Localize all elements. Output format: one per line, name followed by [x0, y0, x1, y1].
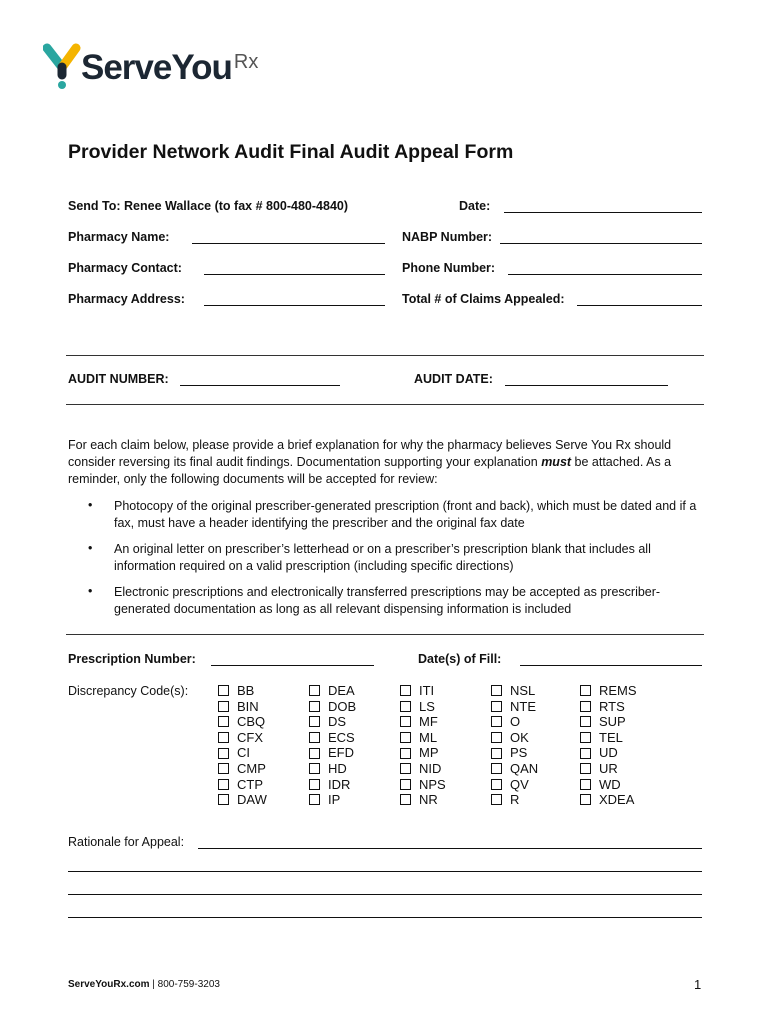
code-label: RTS	[599, 698, 625, 714]
code-option[interactable]	[491, 761, 538, 777]
checkbox[interactable]	[309, 716, 320, 727]
pharmacy-address-field[interactable]	[204, 305, 385, 306]
checkbox[interactable]	[309, 763, 320, 774]
code-option[interactable]	[309, 761, 356, 777]
code-label: DEA	[328, 683, 355, 698]
code-label: REMS	[599, 683, 637, 698]
checkbox[interactable]	[309, 732, 320, 743]
logo-mark-icon	[43, 42, 83, 90]
code-label: SUP	[599, 714, 626, 730]
checkbox[interactable]	[400, 794, 411, 805]
code-label: MF	[419, 714, 438, 730]
audit-date-field[interactable]	[505, 385, 668, 386]
dates-of-fill-label: Date(s) of Fill:	[418, 652, 502, 666]
phone-field[interactable]	[508, 274, 702, 275]
code-option[interactable]	[309, 714, 356, 730]
code-label: QV	[510, 776, 529, 792]
code-option[interactable]	[218, 683, 267, 699]
code-option[interactable]	[580, 761, 637, 777]
checkbox[interactable]	[218, 794, 229, 805]
code-option[interactable]	[218, 745, 267, 761]
checkbox[interactable]	[309, 779, 320, 790]
checkbox[interactable]	[491, 779, 502, 790]
code-label: IP	[328, 792, 341, 808]
divider	[66, 404, 704, 405]
code-option[interactable]	[400, 699, 446, 715]
code-option[interactable]	[218, 761, 267, 777]
checkbox[interactable]	[580, 748, 591, 759]
code-label: NSL	[510, 683, 536, 698]
instructions-text-cont: be attached. As a reminder, only the following documents will be accepted for review:	[68, 455, 672, 486]
code-option[interactable]	[400, 792, 446, 808]
rationale-field[interactable]	[198, 848, 702, 849]
checkbox[interactable]	[218, 763, 229, 774]
checkbox[interactable]	[580, 763, 591, 774]
code-option[interactable]	[400, 714, 446, 730]
code-option[interactable]	[309, 699, 356, 715]
checkbox[interactable]	[218, 748, 229, 759]
code-option[interactable]	[580, 699, 637, 715]
code-option[interactable]	[580, 683, 637, 699]
code-option[interactable]	[580, 714, 637, 730]
checkbox[interactable]	[491, 716, 502, 727]
footer-phone: 800-759-3203	[157, 979, 220, 990]
code-label: ECS	[328, 729, 355, 745]
checkbox[interactable]	[580, 685, 591, 696]
code-label: MP	[419, 745, 439, 761]
send-to-fax: (to fax # 800-480-4840)	[214, 199, 349, 213]
checkbox[interactable]	[309, 794, 320, 805]
date-label: Date:	[459, 199, 491, 213]
code-label: R	[510, 792, 520, 808]
prescription-number-label: Prescription Number:	[68, 652, 196, 666]
code-option[interactable]	[400, 761, 446, 777]
code-label: CFX	[237, 729, 263, 745]
footer-separator: |	[149, 979, 158, 990]
checkbox[interactable]	[400, 685, 411, 696]
code-label: DS	[328, 714, 347, 730]
bullet-icon: •	[88, 541, 93, 555]
checkbox[interactable]	[400, 716, 411, 727]
checkbox[interactable]	[400, 779, 411, 790]
code-option[interactable]	[580, 745, 637, 761]
code-option[interactable]	[491, 745, 538, 761]
audit-number-label: AUDIT NUMBER:	[68, 372, 169, 386]
page-number: 1	[694, 977, 702, 992]
total-claims-field[interactable]	[577, 305, 702, 306]
footer	[68, 979, 220, 990]
code-option[interactable]	[218, 699, 267, 715]
checkbox[interactable]	[218, 779, 229, 790]
checkbox[interactable]	[491, 763, 502, 774]
logo-wordmark	[81, 48, 258, 88]
send-to-label: Send To:	[68, 199, 121, 213]
bullet-item: Electronic prescriptions and electronically transferred prescriptions may be accepted as prescriber-generated documentation as long as all relevant dispensing information is included	[114, 585, 661, 616]
company-logo	[43, 42, 303, 92]
code-option[interactable]	[400, 730, 446, 746]
nabp-label: NABP Number:	[402, 230, 493, 244]
code-label: EFD	[328, 745, 354, 761]
checkbox[interactable]	[491, 732, 502, 743]
checkbox[interactable]	[491, 794, 502, 805]
code-option[interactable]	[218, 714, 267, 730]
code-column	[400, 683, 446, 808]
checkbox[interactable]	[400, 748, 411, 759]
code-label: NTE	[510, 698, 536, 714]
code-column	[309, 683, 356, 808]
discrepancy-label: Discrepancy Code(s):	[68, 684, 189, 698]
code-label: BIN	[237, 698, 259, 714]
bullet-item: Photocopy of the original prescriber-generated prescription (front and back), which must be dated and if a fax, must have a header identifying the prescriber and the original fax date	[114, 499, 697, 530]
code-label: NR	[419, 792, 438, 808]
total-claims-label: Total # of Claims Appealed:	[402, 292, 565, 306]
pharmacy-name-label: Pharmacy Name:	[68, 230, 170, 244]
phone-label: Phone Number:	[402, 261, 496, 275]
checkbox[interactable]	[218, 716, 229, 727]
rationale-field[interactable]	[68, 894, 702, 895]
audit-number-field[interactable]	[180, 385, 340, 386]
instructions-paragraph	[68, 437, 708, 488]
code-option[interactable]	[309, 777, 356, 793]
bullet-icon: •	[88, 498, 93, 512]
pharmacy-name-field[interactable]	[192, 243, 385, 244]
code-label: WD	[599, 776, 621, 792]
pharmacy-contact-label: Pharmacy Contact:	[68, 261, 182, 275]
code-label: O	[510, 714, 521, 730]
checkbox[interactable]	[491, 685, 502, 696]
code-option[interactable]	[218, 792, 267, 808]
checkbox[interactable]	[580, 779, 591, 790]
logo-suffix: Rx	[233, 51, 259, 73]
nabp-field[interactable]	[500, 243, 702, 244]
send-to-name: Renee Wallace	[124, 199, 212, 213]
rationale-field[interactable]	[68, 871, 702, 872]
code-option[interactable]	[491, 792, 538, 808]
code-option[interactable]	[580, 792, 637, 808]
checkbox[interactable]	[309, 701, 320, 712]
bullet-icon: •	[88, 584, 93, 598]
checkbox[interactable]	[400, 701, 411, 712]
instructions-text: For each claim below, please provide a brief explanation for why the pharmacy believes Serve You Rx should consider reversing its final audit findings. Documentation supporting your explanation	[68, 438, 672, 469]
code-label: UR	[599, 760, 618, 776]
rationale-label: Rationale for Appeal:	[68, 835, 185, 849]
code-label: NPS	[419, 776, 446, 792]
emphasis-must: must	[541, 455, 572, 469]
footer-site-link[interactable]: ServeYouRx.com	[68, 979, 150, 990]
code-option[interactable]	[580, 730, 637, 746]
code-label: NID	[419, 760, 442, 776]
code-option[interactable]	[491, 699, 538, 715]
code-label: ITI	[419, 683, 435, 698]
checkbox[interactable]	[218, 685, 229, 696]
dates-of-fill-field[interactable]	[520, 665, 702, 666]
code-column	[218, 683, 267, 808]
code-label: LS	[419, 698, 435, 714]
code-option[interactable]	[218, 777, 267, 793]
pharmacy-contact-field[interactable]	[204, 274, 385, 275]
code-label: IDR	[328, 776, 351, 792]
code-option[interactable]	[309, 792, 356, 808]
code-option[interactable]	[491, 730, 538, 746]
page-title: Provider Network Audit Final Audit Appeal Form	[68, 141, 514, 163]
pharmacy-address-label: Pharmacy Address:	[68, 292, 185, 306]
divider	[66, 355, 704, 356]
code-label: CBQ	[237, 714, 266, 730]
checkbox[interactable]	[580, 794, 591, 805]
code-option[interactable]	[400, 777, 446, 793]
code-label: UD	[599, 745, 618, 761]
code-label: OK	[510, 729, 529, 745]
date-field[interactable]	[504, 212, 702, 213]
code-option[interactable]	[218, 730, 267, 746]
code-option[interactable]	[491, 714, 538, 730]
send-to-line	[68, 199, 348, 213]
checkbox[interactable]	[491, 701, 502, 712]
checkbox[interactable]	[309, 748, 320, 759]
audit-date-label: AUDIT DATE:	[414, 372, 493, 386]
code-label: ML	[419, 729, 438, 745]
code-column	[491, 683, 538, 808]
divider	[66, 634, 704, 635]
code-label: XDEA	[599, 792, 635, 808]
code-label: TEL	[599, 729, 623, 745]
bullet-item: An original letter on prescriber’s letterhead or on a prescriber’s prescription blank that includes all information required on a valid prescription (including specific directions)	[114, 542, 651, 573]
checkbox[interactable]	[400, 763, 411, 774]
code-label: HD	[328, 760, 347, 776]
checkbox[interactable]	[491, 748, 502, 759]
code-option[interactable]	[309, 683, 356, 699]
code-label: DOB	[328, 698, 357, 714]
code-label: PS	[510, 745, 528, 761]
code-option[interactable]	[400, 745, 446, 761]
checkbox[interactable]	[580, 732, 591, 743]
code-label: BB	[237, 683, 255, 698]
checkbox[interactable]	[400, 732, 411, 743]
checkbox[interactable]	[309, 685, 320, 696]
code-label: DAW	[237, 792, 267, 808]
code-label: QAN	[510, 760, 539, 776]
code-option[interactable]	[400, 683, 446, 699]
checkbox[interactable]	[218, 701, 229, 712]
code-label: CMP	[237, 760, 266, 776]
code-label: CTP	[237, 776, 263, 792]
code-option[interactable]	[309, 745, 356, 761]
code-option[interactable]	[580, 777, 637, 793]
code-option[interactable]	[491, 683, 538, 699]
logo-text: ServeYou	[81, 48, 232, 87]
checkbox[interactable]	[580, 701, 591, 712]
checkbox[interactable]	[580, 716, 591, 727]
code-option[interactable]	[491, 777, 538, 793]
code-option[interactable]	[309, 730, 356, 746]
prescription-number-field[interactable]	[211, 665, 374, 666]
rationale-field[interactable]	[68, 917, 702, 918]
checkbox[interactable]	[218, 732, 229, 743]
code-label: CI	[237, 745, 250, 761]
code-column	[580, 683, 637, 808]
